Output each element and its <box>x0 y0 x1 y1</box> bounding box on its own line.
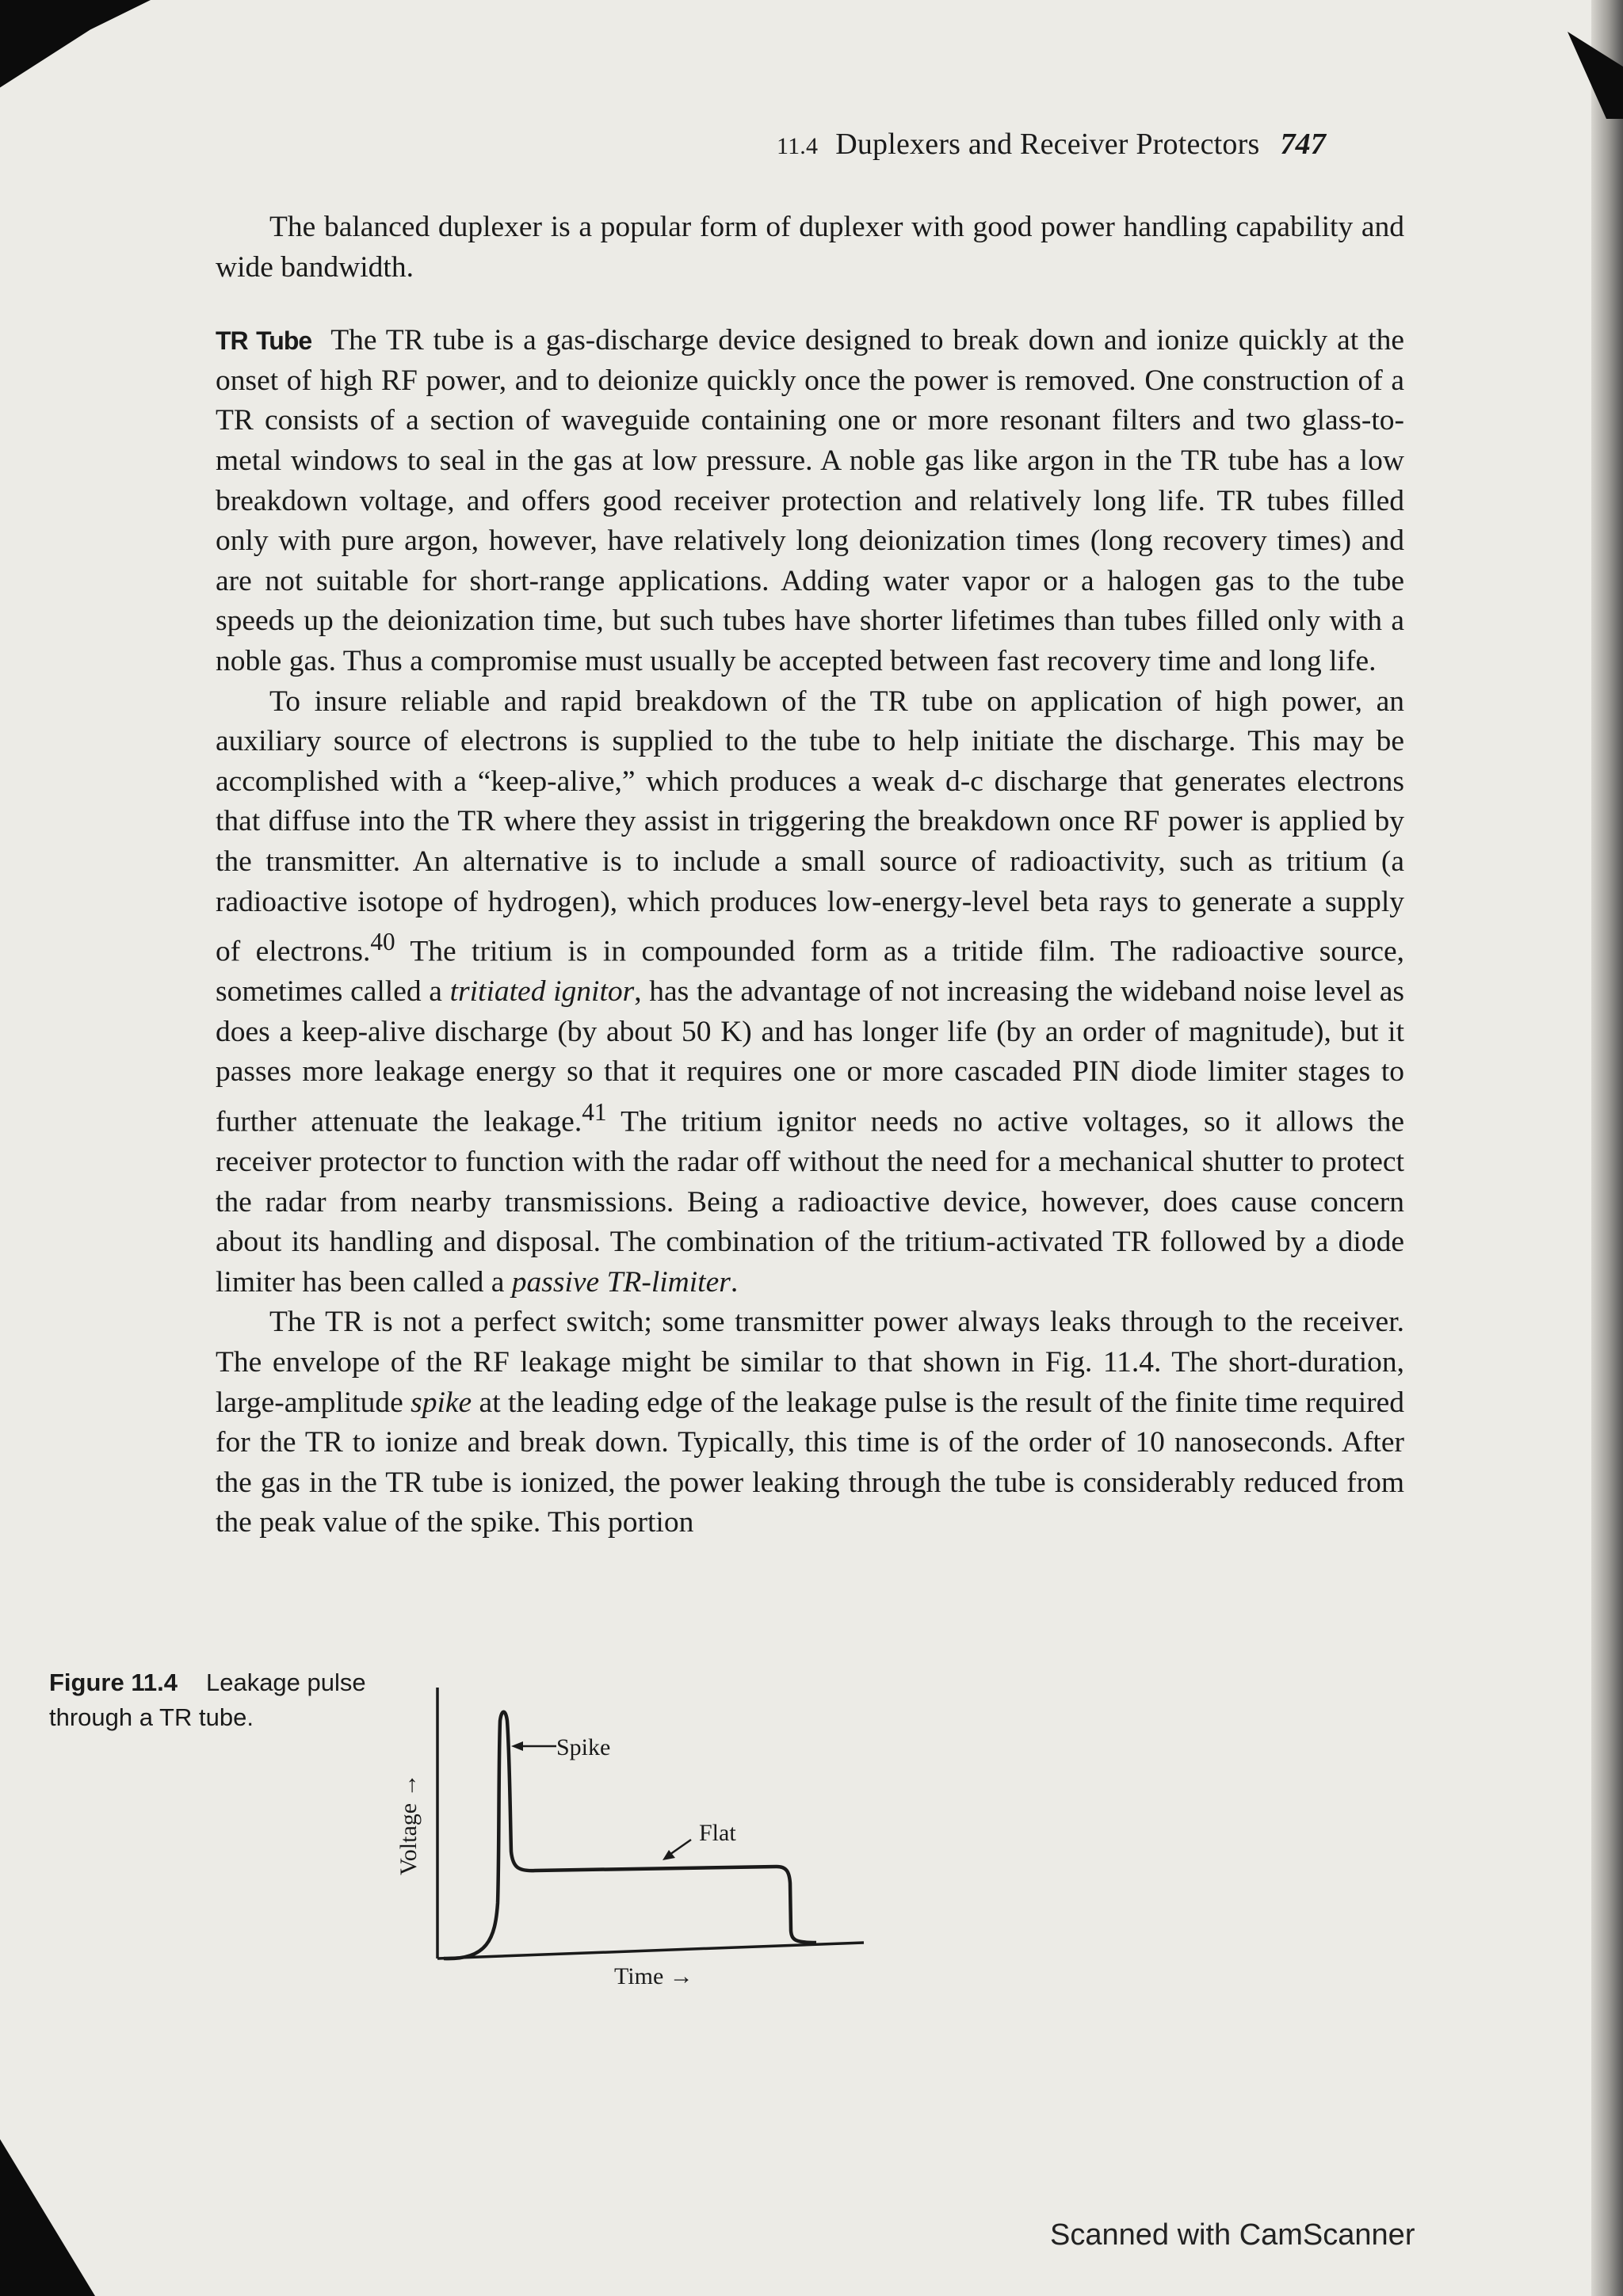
run-in-heading: TR Tube <box>216 326 312 356</box>
reference-41: 41 <box>582 1097 607 1126</box>
page-number: 747 <box>1280 128 1327 161</box>
x-axis <box>437 1943 864 1958</box>
paragraph-leakage <box>216 1302 1404 1543</box>
text-run: , has the advantage of not increasing the wideband noise level as does a keep-alive discharge (by about 50 K) and has longer life (by an order of magnitude), but it passes more leakage energy so that it requires one or more cascaded PIN diode limiter stages to further attenuate the leakage. <box>216 975 1404 1138</box>
reference-40: 40 <box>370 928 395 956</box>
figure-caption-text: Leakage pulse through a TR tube. <box>49 1669 366 1731</box>
text-run: The TR is not a perfect switch; some transmitter power always leaks through to the receiver. The envelope of the RF leakage might be similar to that shown in Fig. 11.4. The short-duration, large-amplitude <box>216 1306 1404 1419</box>
paragraph-tr-tube-text: The TR tube is a gas-discharge device designed to break down and ionize quickly at the onset of high RF power, and to deionize quickly once the power is removed. One construction of a TR consists of a section of waveguide containing one or more resonant filters and two glass-to-metal windows to seal in the gas at low pressure. A noble gas like argon in the TR tube has a low breakdown voltage, and offers good receiver protection and relatively long life. TR tubes filled only with pure argon, however, have relatively long deionization times (long recovery times) and are not suitable for short-range applications. Adding water vapor or a halogen gas to the tube speeds up the deionization time, but such tubes have shorter lifetimes than tubes filled only with a noble gas. Thus a compromise must usually be accepted between fast recovery time and long life. <box>216 324 1404 677</box>
paragraph-keep-alive <box>216 682 1404 1303</box>
pulse-envelope <box>444 1712 816 1958</box>
text-run: at the leading edge of the leakage pulse is the result of the finite time required for the TR to ionize and break down. Typically, this time is of the order of 10 nanoseconds. After the gas in the TR tube is ionized, the power leaking through the tube is considerably reduced from the peak value of the spike. This portion <box>216 1386 1405 1539</box>
y-axis-label: Voltage → <box>395 1773 422 1875</box>
spike-label: Spike <box>556 1734 611 1760</box>
body-text <box>216 208 1404 1543</box>
text-run: The tritium is in compounded form as a tritide film. The radioactive source, sometimes called a <box>216 935 1405 1009</box>
term-tritiated-ignitor: tritiated ignitor <box>449 975 635 1009</box>
section-number: 11.4 <box>777 133 819 159</box>
term-spike: spike <box>411 1386 472 1419</box>
scan-shadow-bottom-left <box>0 2139 95 2296</box>
figure-leakage-pulse <box>349 1665 888 2010</box>
figure-number: Figure 11.4 <box>49 1669 178 1696</box>
figure-caption <box>49 1665 382 1735</box>
term-passive-tr-limiter: passive TR-limiter <box>511 1265 731 1299</box>
text-run: The tritium ignitor needs no active voltages, so it allows the receiver protector to function with the radar off without the need for a mechanical shutter to protect the radar from nearby transmissions. Being a radioactive device, however, does cause concern about its handling and disposal. The combination of the tritium-activated TR followed by a diode limiter has been called a <box>216 1105 1404 1299</box>
book-spine-edge <box>1591 0 1623 2296</box>
scanner-watermark: Scanned with CamScanner <box>1050 2218 1415 2252</box>
flat-label: Flat <box>699 1820 736 1846</box>
paragraph-balanced-duplexer: The balanced duplexer is a popular form of duplexer with good power handling capability and wide bandwidth. <box>216 211 1404 284</box>
leakage-pulse-diagram <box>349 1665 888 2006</box>
running-title: Duplexers and Receiver Protectors <box>835 128 1260 161</box>
running-head <box>777 127 1326 162</box>
scan-shadow-top-left <box>0 0 151 135</box>
x-axis-label: Time → <box>614 1963 693 1989</box>
spike-arrowhead <box>511 1741 523 1751</box>
paragraph-tr-tube <box>216 321 1404 681</box>
text-run: To insure reliable and rapid breakdown of the TR tube on application of high power, an auxiliary source of electrons is supplied to the tube to help initiate the discharge. This may be accomplished with a “keep-alive,” which produces a weak d-c discharge that generates electrons that diffuse into the TR where they assist in triggering the breakdown once RF power is applied by the transmitter. An alternative is to include a small source of radioactivity, such as tritium (a radioactive isotope of hydrogen), which produces low-energy-level beta rays to generate a supply of electrons. <box>216 685 1404 968</box>
text-run: . <box>730 1265 739 1299</box>
